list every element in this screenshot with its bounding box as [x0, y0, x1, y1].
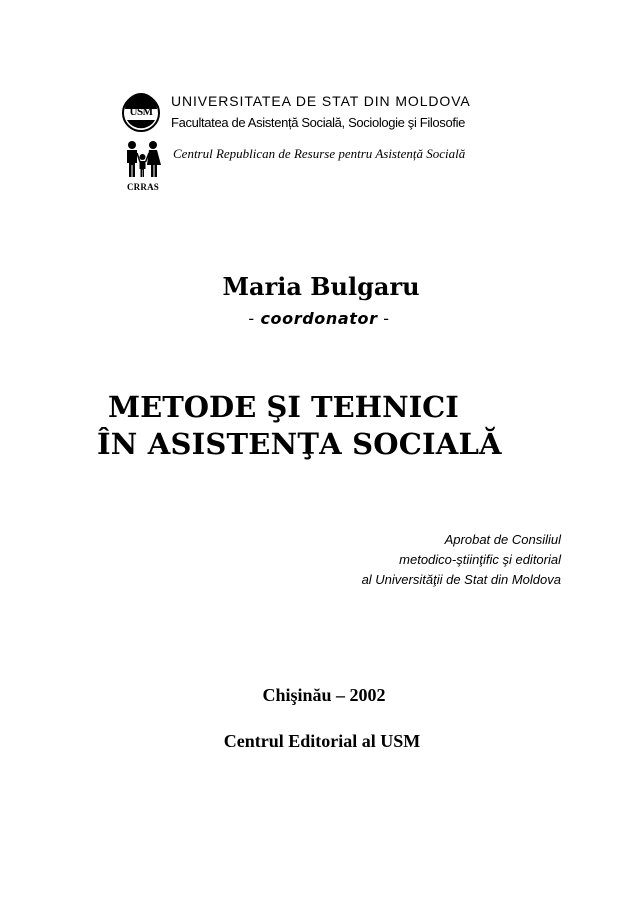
- publisher: [0, 731, 638, 752]
- book-title-line-1: METODE ŞI TEHNICI: [108, 390, 459, 424]
- approval-line-3: al Universităţii de Stat din Moldova: [361, 572, 561, 587]
- author-role-suffix: -: [377, 309, 390, 328]
- usm-logo-text: USM: [129, 106, 153, 118]
- usm-logo: [121, 93, 161, 133]
- crras-logo: [120, 140, 166, 192]
- crras-logo-text: CRRAS: [126, 182, 159, 192]
- faculty-name: Facultatea de Asistență Socială, Sociologie şi Filosofie: [171, 115, 466, 130]
- author-role-prefix: -: [248, 309, 261, 328]
- family-icon: [120, 140, 166, 180]
- approval-note: [362, 530, 561, 590]
- city-year: [0, 685, 638, 706]
- publisher-text: Centrul Editorial al USM: [223, 731, 421, 751]
- book-title-line-2: ÎN ASISTENŢA SOCIALĂ: [97, 427, 502, 461]
- author-name: [0, 272, 638, 301]
- author-role-text: coordonator: [260, 309, 378, 328]
- author-name-text: Maria Bulgaru: [222, 272, 420, 301]
- university-name: UNIVERSITATEA DE STAT DIN MOLDOVA: [171, 93, 471, 109]
- approval-line-2: metodico-ştiinţific şi editorial: [399, 552, 561, 567]
- author-role: [0, 309, 638, 328]
- approval-line-1: Aprobat de Consiliul: [444, 532, 561, 547]
- city-year-text: Chişinău – 2002: [262, 685, 386, 705]
- resource-centre-name: Centrul Republican de Resurse pentru Asistență Socială: [173, 146, 466, 161]
